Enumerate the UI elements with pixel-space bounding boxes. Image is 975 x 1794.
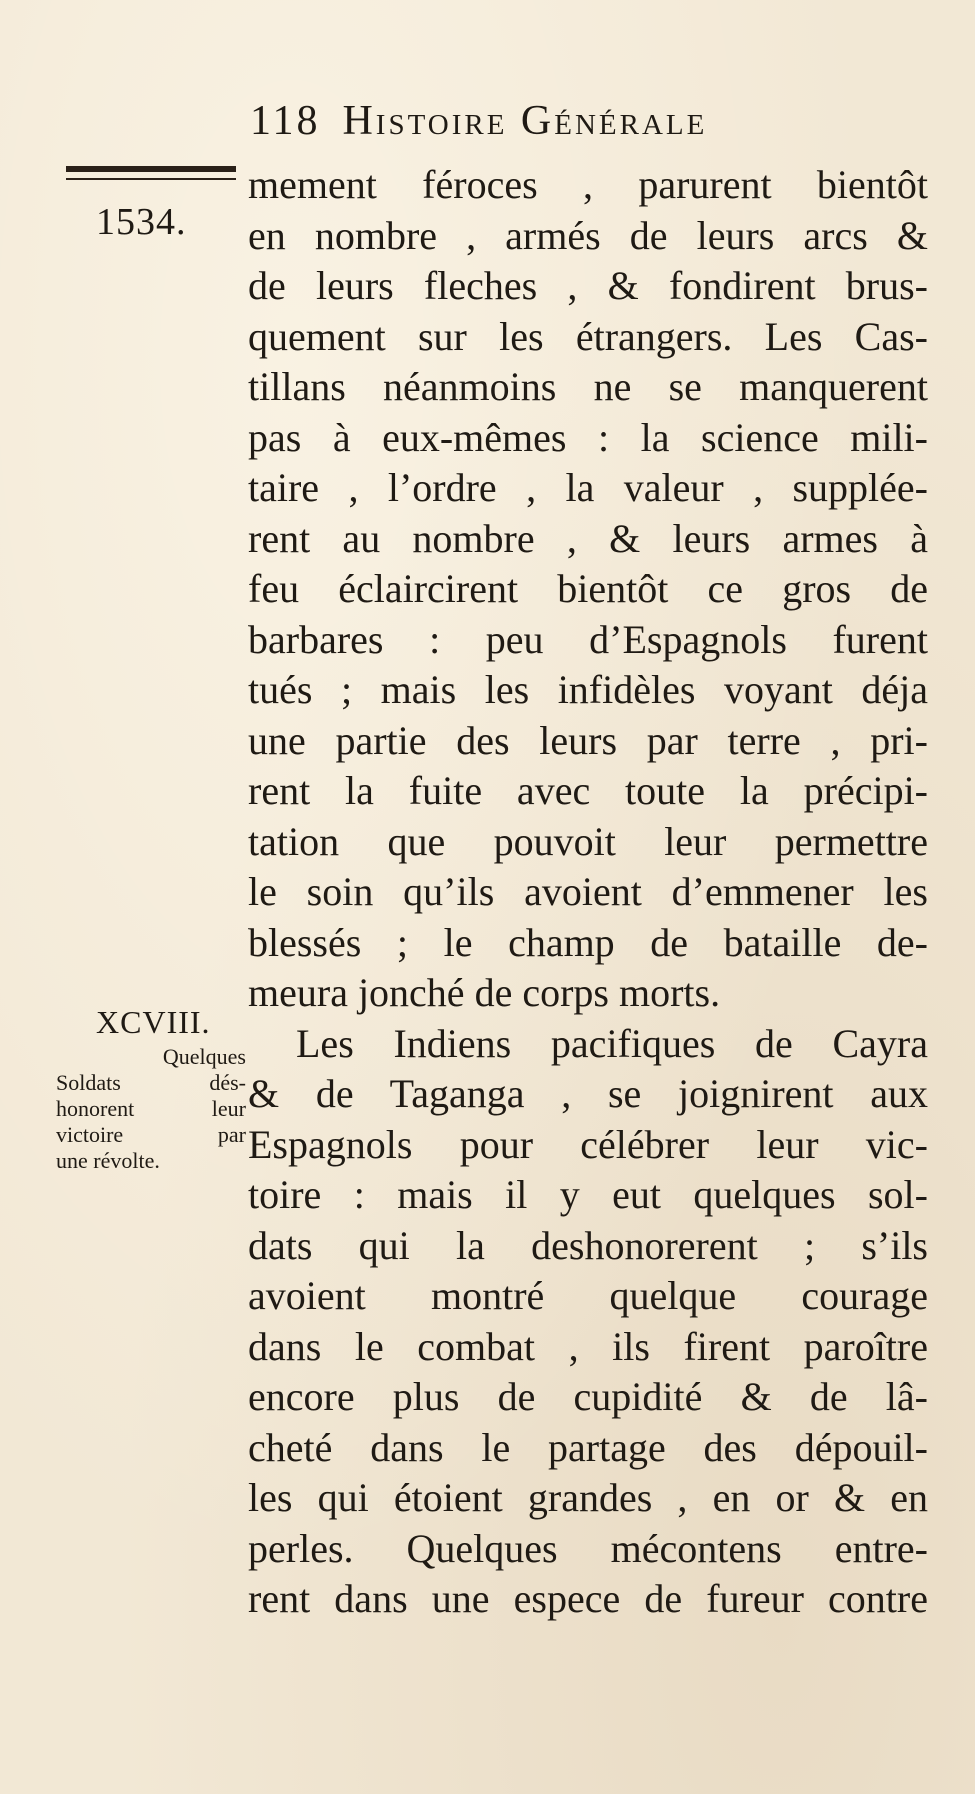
- text-line: rent la fuite avec toute la précipi-: [248, 768, 928, 813]
- text-line: de leurs fleches , & fondirent brus-: [248, 263, 928, 308]
- text-line: en nombre , armés de leurs arcs &: [248, 212, 928, 258]
- text-line: tillans néanmoins ne se manquerent: [248, 364, 928, 409]
- text-line: & de Taganga , se joignirent aux: [248, 1071, 928, 1116]
- decorative-rule-thin: [66, 178, 236, 180]
- text-line: meura jonché de corps morts.: [248, 970, 721, 1015]
- text-line: mement féroces , parurent bientôt: [248, 162, 928, 207]
- marginal-line: une révolte.: [56, 1148, 160, 1173]
- text-line: blessés ; le champ de bataille de-: [248, 919, 928, 965]
- page-number: 118: [250, 98, 321, 144]
- text-line: feu éclaircirent bientôt ce gros de: [248, 566, 928, 611]
- text-line: pas à eux-mêmes : la science mili-: [248, 414, 928, 460]
- text-line: perles. Quelques mécontens entre-: [248, 1525, 928, 1571]
- text-line: quement sur les étrangers. Les Cas-: [248, 313, 928, 359]
- text-line: rent au nombre , & leurs armes à: [248, 515, 928, 561]
- text-line: encore plus de cupidité & de lâ-: [248, 1374, 928, 1419]
- text-line: dans le combat , ils firent paroître: [248, 1323, 928, 1369]
- text-line: dats qui la deshonorerent ; s’ils: [248, 1222, 928, 1268]
- text-line: taire , l’ordre , la valeur , supplée-: [248, 465, 928, 510]
- marginal-line: victoire par: [56, 1122, 246, 1147]
- margin-year: 1534.: [96, 201, 187, 243]
- text-line: Les Indiens pacifiques de Cayra: [296, 1020, 928, 1066]
- text-line: tués ; mais les infidèles voyant déja: [248, 667, 928, 712]
- text-line: barbares : peu d’Espagnols furent: [248, 616, 928, 662]
- page-title: Histoire Générale: [342, 98, 708, 144]
- marginal-line: honorent leur: [56, 1096, 246, 1121]
- text-line: toire : mais il y eut quelques sol-: [248, 1172, 928, 1217]
- text-line: rent dans une espece de fureur contre: [248, 1576, 928, 1621]
- text-line: avoient montré quelque courage: [248, 1273, 928, 1318]
- body-text: [248, 160, 928, 1625]
- marginal-line: Soldats dés-: [56, 1070, 246, 1095]
- text-line: Espagnols pour célébrer leur vic-: [248, 1121, 928, 1167]
- marginal-note: [56, 1044, 246, 1174]
- section-number: XCVIII.: [96, 1004, 211, 1040]
- text-line: le soin qu’ils avoient d’emmener les: [248, 869, 928, 914]
- running-head: [250, 96, 930, 146]
- decorative-rule: [66, 166, 236, 172]
- text-line: une partie des leurs par terre , pri-: [248, 717, 928, 763]
- text-line: les qui étoient grandes , en or & en: [248, 1475, 928, 1520]
- text-line: tation que pouvoit leur permettre: [248, 818, 928, 864]
- marginal-line: Quelques: [162, 1044, 246, 1069]
- text-line: cheté dans le partage des dépouil-: [248, 1424, 928, 1470]
